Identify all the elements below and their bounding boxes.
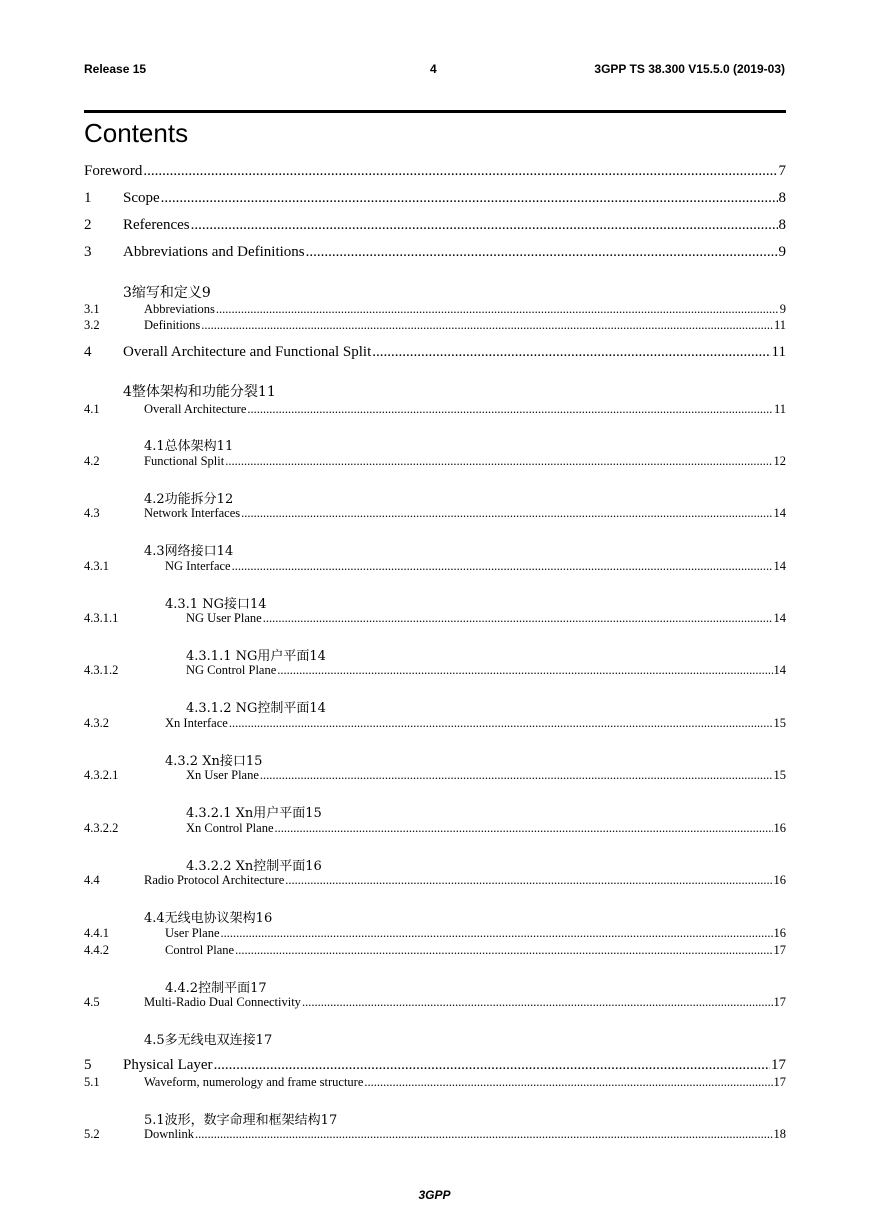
toc-entry-title: Overall Architecture and Functional Split — [123, 344, 372, 360]
toc-entry-number: 5.1 — [84, 1075, 100, 1089]
toc-entry-title: NG User Plane — [186, 611, 262, 625]
toc-leader-dots — [306, 244, 778, 261]
toc-leader-dots — [285, 873, 772, 888]
toc-entry-title: Overall Architecture — [144, 402, 247, 416]
toc-leader-dots — [229, 716, 773, 731]
toc-entry-title: Radio Protocol Architecture — [144, 873, 285, 887]
toc-entry-number: 5 — [84, 1057, 92, 1073]
toc-leader-dots — [216, 302, 779, 317]
toc-entry-number: 4.4.2 — [84, 943, 109, 957]
toc-entry-number: 4.3.1 — [84, 559, 109, 573]
toc-entry-title: Definitions — [144, 318, 201, 332]
toc-leader-dots — [364, 1075, 772, 1090]
toc-entry-title: NG Control Plane — [186, 663, 277, 677]
toc-leader-dots — [247, 402, 773, 417]
toc-entry-number: 4.3.2.1 — [84, 768, 119, 782]
toc-entry-number: 3 — [84, 244, 92, 260]
toc-entry-title: Scope — [123, 190, 160, 206]
toc-entry-title: NG Interface — [165, 559, 231, 573]
toc-entry-page: 16 — [773, 926, 786, 940]
toc-leader-dots — [225, 454, 772, 469]
footer-3gpp: 3GPP — [418, 1188, 451, 1202]
toc-entry-number: 4.3 — [84, 506, 100, 520]
toc-entry-number: 4.3.1.1 — [84, 611, 119, 625]
toc-leader-dots — [143, 163, 777, 180]
toc-entry-title: References — [123, 217, 190, 233]
toc-translation-note: 4.4.2控制平面17 — [165, 981, 267, 996]
toc-entry-number: 2 — [84, 217, 92, 233]
toc-entry-number: 1 — [84, 190, 92, 206]
toc-translation-note: 4.4无线电协议架构16 — [144, 911, 273, 926]
toc-translation-note: 4.3.1.2 NG控制平面14 — [186, 701, 326, 716]
toc-entry-title: Xn User Plane — [186, 768, 259, 782]
toc-entry-page: 9 — [779, 302, 786, 316]
toc-leader-dots — [221, 926, 773, 941]
toc-entry-page: 9 — [778, 244, 786, 260]
toc-translation-note: 4.1总体架构11 — [144, 439, 234, 454]
toc-entry-title: Multi-Radio Dual Connectivity — [144, 995, 301, 1009]
toc-entry-page: 7 — [778, 163, 786, 179]
toc-entry-page: 8 — [778, 190, 786, 206]
toc-leader-dots — [161, 190, 778, 207]
toc-entry-number: 4.5 — [84, 995, 100, 1009]
toc-translation-note: 5.1波形，数字命理和框架结构17 — [144, 1113, 338, 1128]
toc-translation-note: 4.3.2 Xn接口15 — [165, 754, 263, 769]
toc-entry-number: 3.1 — [84, 302, 100, 316]
toc-entry-page: 16 — [773, 821, 786, 835]
toc-leader-dots — [201, 318, 773, 333]
toc-leader-dots — [302, 995, 773, 1010]
toc-leader-dots — [235, 943, 772, 958]
toc-entry-title: Abbreviations — [144, 302, 215, 316]
toc-entry-page: 17 — [773, 1075, 786, 1089]
toc-entry-page: 11 — [773, 318, 786, 332]
toc-entry-title: Control Plane — [165, 943, 235, 957]
toc-translation-note: 4.3.2.2 Xn控制平面16 — [186, 859, 322, 874]
toc-entry-page: 18 — [773, 1127, 786, 1141]
toc-entry-page: 14 — [773, 663, 786, 677]
toc-leader-dots — [275, 821, 773, 836]
toc-entry-number: 4.4.1 — [84, 926, 109, 940]
toc-entry-title: Foreword — [84, 163, 143, 179]
toc-entry-number: 4.3.2.2 — [84, 821, 119, 835]
toc-leader-dots — [214, 1057, 770, 1074]
toc-entry-number: 3.2 — [84, 318, 100, 332]
toc-entry-page: 12 — [773, 454, 786, 468]
toc-entry-page: 15 — [773, 716, 786, 730]
toc-entry-number: 4 — [84, 344, 92, 360]
toc-entry-page: 16 — [773, 873, 786, 887]
toc-entry-title: Physical Layer — [123, 1057, 213, 1073]
toc-entry-page: 17 — [773, 943, 786, 957]
toc-entry-page: 8 — [778, 217, 786, 233]
header-release: Release 15 — [84, 62, 147, 76]
toc-entry-page: 14 — [773, 506, 786, 520]
toc-entry-title: Network Interfaces — [144, 506, 241, 520]
toc-entry-page: 14 — [773, 611, 786, 625]
toc-entry-title: Xn Control Plane — [186, 821, 274, 835]
toc-entry-number: 5.2 — [84, 1127, 100, 1141]
toc-entry-page: 11 — [771, 344, 786, 360]
toc-entry-number: 4.1 — [84, 402, 100, 416]
toc-leader-dots — [260, 768, 773, 783]
toc-translation-note: 4.3.1.1 NG用户平面14 — [186, 649, 326, 664]
toc-entry-page: 14 — [773, 559, 786, 573]
toc-translation-note: 4.3.2.1 Xn用户平面15 — [186, 806, 322, 821]
toc-translation-note: 4.3网络接口14 — [144, 544, 234, 559]
header-spec-id: 3GPP TS 38.300 V15.5.0 (2019-03) — [594, 62, 785, 76]
toc-entry-title: Waveform, numerology and frame structure — [144, 1075, 364, 1089]
toc-entry-title: User Plane — [165, 926, 220, 940]
toc-entry-title: Abbreviations and Definitions — [123, 244, 305, 260]
toc-entry-title: Downlink — [144, 1127, 194, 1141]
toc-leader-dots — [191, 217, 778, 234]
toc-entry-page: 17 — [771, 1057, 786, 1073]
toc-leader-dots — [372, 344, 770, 361]
toc-entry-number: 4.2 — [84, 454, 100, 468]
toc-entry-number: 4.3.2 — [84, 716, 109, 730]
page-title: Contents — [84, 118, 189, 148]
toc-translation-note: 4整体架构和功能分裂11 — [123, 384, 276, 400]
toc-entry-number: 4.4 — [84, 873, 100, 887]
toc-translation-note: 4.3.1 NG接口14 — [165, 597, 267, 612]
toc-entry-number: 4.3.1.2 — [84, 663, 119, 677]
header-rule — [84, 110, 786, 113]
toc-translation-note: 4.5多无线电双连接17 — [144, 1033, 273, 1048]
toc-translation-note: 4.2功能拆分12 — [144, 492, 234, 507]
toc-leader-dots — [232, 559, 773, 574]
toc-leader-dots — [277, 663, 772, 678]
toc-leader-dots — [241, 506, 772, 521]
toc-leader-dots — [195, 1127, 773, 1142]
toc-entry-title: Functional Split — [144, 454, 225, 468]
toc-entry-page: 17 — [773, 995, 786, 1009]
toc-entry-page: 11 — [773, 402, 786, 416]
toc-entry-page: 15 — [773, 768, 786, 782]
toc-translation-note: 3缩写和定义9 — [123, 285, 211, 301]
toc-entry-title: Xn Interface — [165, 716, 228, 730]
header-page-number: 4 — [430, 62, 437, 76]
toc-leader-dots — [263, 611, 773, 626]
